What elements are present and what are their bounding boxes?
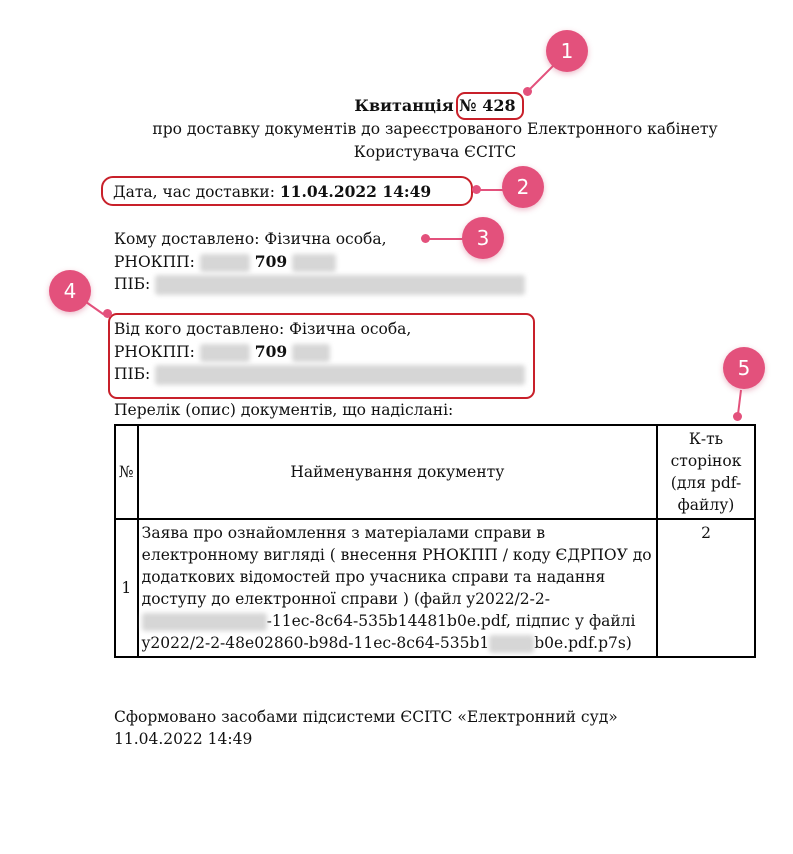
footer-generated-at: 11.04.2022 14:49 bbox=[114, 730, 253, 748]
row-document-name bbox=[138, 519, 657, 657]
sender-rnokpp-label: РНОКПП: bbox=[114, 343, 195, 361]
recipient-rnokpp-redacted-prefix bbox=[200, 254, 250, 272]
documents-table-header bbox=[115, 425, 755, 519]
row-page-count: 2 bbox=[657, 519, 755, 657]
document-name-part2: -11ec-8c64-535b14481b0e.pdf, підпис у файлі y2022/2-2-48e02860-b98d-11ec-8c64-535b1 bbox=[141, 612, 636, 652]
highlight-sender-block bbox=[108, 313, 535, 399]
marker-4-anchor-dot bbox=[103, 309, 112, 318]
document-filename-redacted bbox=[142, 613, 267, 631]
marker-1-badge: 1 bbox=[546, 30, 588, 72]
receipt-subtitle-line1: про доставку документів до зареєстрованого Електронного кабінету bbox=[152, 120, 718, 138]
column-header-name: Найменування документу bbox=[138, 425, 657, 519]
recipient-rnokpp-redacted-suffix bbox=[292, 254, 336, 272]
recipient-rnokpp-label: РНОКПП: bbox=[114, 253, 195, 271]
marker-4-connector bbox=[85, 301, 104, 315]
recipient-pib-row bbox=[114, 275, 525, 295]
marker-3-anchor-dot bbox=[421, 234, 430, 243]
receipt-title bbox=[0, 96, 793, 115]
column-header-pages: К-ть сторінок (для pdf-файлу) bbox=[657, 425, 755, 519]
delivery-datetime-label: Дата, час доставки: bbox=[113, 183, 275, 201]
receipt-title-prefix: Квитанція bbox=[354, 96, 454, 115]
documents-table bbox=[114, 424, 756, 658]
marker-3-connector bbox=[427, 238, 463, 240]
recipient-label: Кому доставлено: Фізична особа, bbox=[114, 230, 387, 248]
highlight-delivery-datetime bbox=[101, 176, 473, 206]
marker-5-anchor-dot bbox=[733, 412, 742, 421]
sender-rnokpp-visible: 709 bbox=[254, 342, 288, 361]
marker-2-anchor-dot bbox=[472, 185, 481, 194]
document-name-part3: b0e.pdf.p7s) bbox=[534, 634, 632, 652]
receipt-subtitle-line2: Користувача ЄСІТС bbox=[353, 143, 517, 161]
marker-2-badge: 2 bbox=[502, 166, 544, 208]
delivery-datetime-value: 11.04.2022 14:49 bbox=[279, 182, 432, 201]
documents-list-label: Перелік (опис) документів, що надіслані: bbox=[114, 401, 454, 419]
footer-generated-by: Сформовано засобами підсистеми ЄСІТС «Електронний суд» bbox=[114, 708, 618, 726]
highlight-receipt-number bbox=[456, 92, 524, 120]
marker-5-badge: 5 bbox=[723, 347, 765, 389]
recipient-pib-redacted bbox=[155, 275, 525, 295]
row-number: 1 bbox=[115, 519, 138, 657]
sender-label: Від кого доставлено: Фізична особа, bbox=[114, 320, 412, 338]
marker-3-badge: 3 bbox=[462, 217, 504, 259]
marker-4-badge: 4 bbox=[49, 270, 91, 312]
sender-pib-label: ПІБ: bbox=[114, 365, 151, 383]
recipient-rnokpp-visible: 709 bbox=[254, 252, 288, 271]
signature-filename-redacted bbox=[489, 635, 534, 653]
column-header-number: № bbox=[115, 425, 138, 519]
receipt-number: № 428 bbox=[459, 96, 516, 115]
recipient-rnokpp-row bbox=[114, 252, 336, 272]
recipient-pib-label: ПІБ: bbox=[114, 275, 151, 293]
marker-1-anchor-dot bbox=[523, 87, 532, 96]
table-row bbox=[115, 519, 755, 657]
document-name-part1: Заява про ознайомлення з матеріалами справи в електронному вигляді ( внесення РНОКПП / коду ЄДРПОУ до додаткових відомостей про учасника справи та надання доступу до електронної справи ) (файл y2022/2-2- bbox=[141, 524, 652, 608]
